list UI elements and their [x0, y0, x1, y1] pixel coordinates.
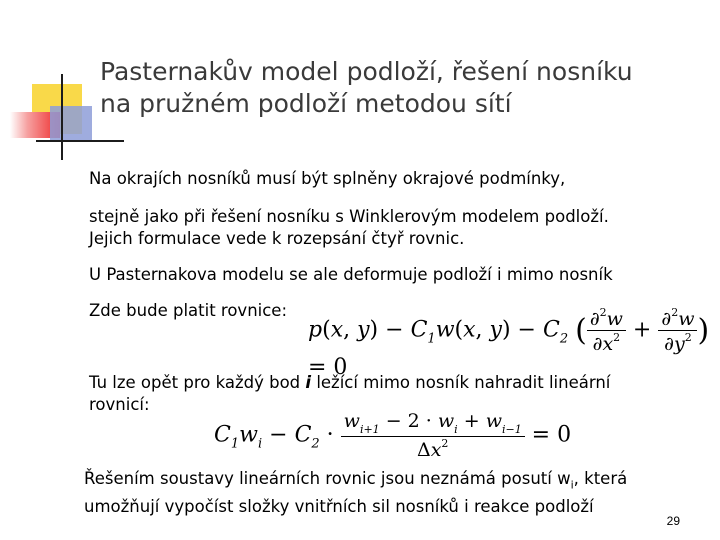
subscript-i: i — [570, 478, 574, 492]
paragraph-text: Řešením soustavy lineárních rovnic jsou neznámá posutí w — [84, 469, 571, 488]
paragraph-solution — [84, 468, 627, 518]
paragraph-line: Jejich formulace vede k rozepsání čtyř rovnic. — [89, 229, 465, 248]
paragraph-line: rovnicí: — [89, 395, 150, 414]
paragraph-pasternak — [89, 264, 613, 286]
paragraph-text: Zde bude platit rovnice: — [89, 301, 288, 320]
slide-title-line-2: na pružném podloží metodou sítí — [100, 89, 512, 118]
paragraph-text: ležící mimo nosník nahradit lineární — [316, 373, 611, 392]
variable-i: i — [305, 373, 312, 392]
decor-horizontal-line — [36, 140, 124, 142]
paragraph-text: , která — [573, 469, 628, 488]
paragraph-line: stejně jako při řešení nosníku s Winklerovým modelem podloží. — [89, 207, 609, 226]
equation-pasternak: p(x, $y) - C_1w(x$, $y) - C_2$ ( $\frac{\partial^2w}{\partial x^2}$ + $\frac{\partial^2w}{\partial y^2}$ ) = 0 — [308, 306, 710, 380]
paragraph-text: U Pasternakova modelu se ale deformuje podloží i mimo nosník — [89, 265, 613, 284]
slide-title-line-1: Pasternakův model podloží, řešení nosníku — [100, 57, 633, 86]
paragraph-text: Tu lze opět pro každý bod — [89, 373, 301, 392]
decor-blue-square — [50, 106, 92, 142]
decor-vertical-line — [61, 74, 63, 160]
paragraph-winkler — [89, 206, 609, 250]
paragraph-line: umožňují vypočíst složky vnitřních sil nosníků i reakce podloží — [84, 497, 594, 517]
paragraph-equation-intro — [89, 300, 287, 322]
paragraph-text: Na okrajích nosníků musí být splněny okrajové podmínky, — [89, 169, 566, 188]
equation-finite-difference: $C_1w_i - C_2$ · $\frac{w_{i+1} - 2 \cdot w_i + w_{i-1}}{\Delta x^2}$ = 0 — [214, 410, 572, 461]
page-number: 29 — [666, 514, 680, 528]
paragraph-boundary-conditions — [89, 168, 565, 190]
slide-title — [100, 56, 710, 120]
